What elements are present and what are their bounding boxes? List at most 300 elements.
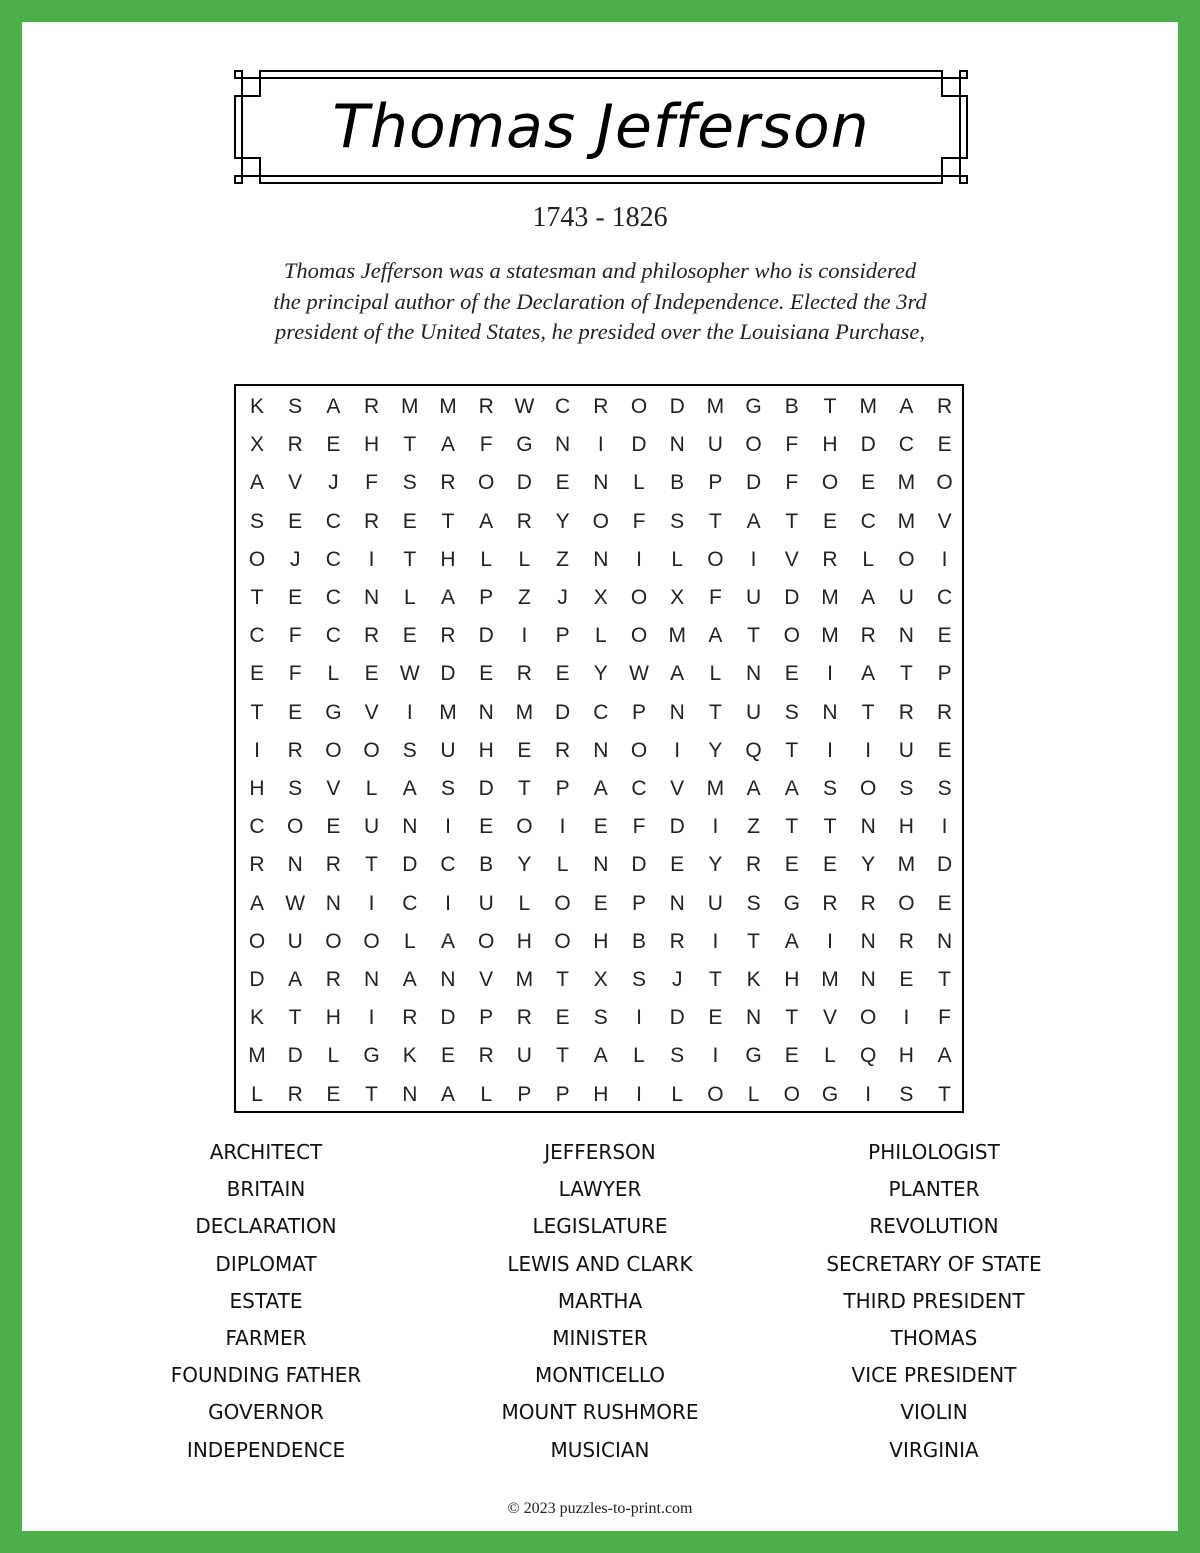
grid-letter: N — [860, 929, 876, 953]
grid-letter: E — [364, 662, 379, 686]
grid-letter: Y — [708, 853, 723, 877]
grid-letter: D — [669, 1006, 685, 1030]
word-list-item: SECRETARY OF STATE — [826, 1251, 1042, 1276]
grid-letter: E — [326, 433, 341, 457]
grid-letter: E — [326, 1082, 341, 1106]
grid-letter: A — [746, 777, 761, 800]
word-list-item: ESTATE — [229, 1288, 303, 1313]
grid-letter: O — [783, 624, 800, 648]
grid-letter: R — [669, 929, 685, 953]
grid-letter: I — [368, 547, 375, 571]
grid-letter: H — [364, 433, 380, 457]
grid-letter: L — [365, 777, 378, 800]
grid-letter: N — [669, 433, 685, 457]
grid-letter: T — [785, 1006, 799, 1030]
grid-letter: T — [823, 395, 837, 418]
grid-letter: D — [478, 777, 494, 800]
intro-line: the principal author of the Declaration of Independence. Elected the 3rd — [273, 288, 927, 314]
grid-letter: E — [517, 738, 532, 762]
grid-letter: R — [860, 624, 876, 648]
grid-letter: X — [593, 968, 608, 991]
grid-letter: V — [479, 968, 494, 991]
grid-letter: O — [248, 547, 266, 571]
grid-letter: O — [478, 929, 495, 953]
grid-letter: I — [559, 815, 566, 839]
grid-letter: R — [555, 738, 571, 762]
grid-letter: U — [746, 700, 762, 724]
grid-letter: R — [516, 662, 532, 686]
grid-letter: D — [249, 968, 265, 991]
grid-letter: A — [861, 586, 876, 609]
grid-letter: E — [937, 891, 952, 915]
grid-letter: D — [669, 815, 685, 839]
grid-letter: L — [518, 547, 531, 571]
grid-letter: E — [670, 853, 685, 877]
grid-letter: T — [441, 509, 455, 533]
grid-letter: N — [860, 815, 876, 839]
grid-letter: H — [784, 968, 800, 991]
grid-letter: L — [671, 547, 684, 571]
grid-letter: L — [671, 1082, 684, 1106]
grid-letter: R — [746, 853, 762, 877]
grid-letter: N — [822, 700, 838, 724]
grid-letter: T — [250, 700, 264, 724]
grid-letter: T — [785, 738, 799, 762]
grid-letter: P — [555, 624, 570, 648]
grid-letter: T — [785, 815, 799, 839]
grid-letter: A — [593, 777, 608, 800]
grid-letter: P — [937, 662, 952, 686]
grid-letter: R — [249, 853, 265, 877]
grid-letter: E — [326, 815, 341, 839]
grid-letter: M — [897, 471, 916, 495]
grid-letter: A — [899, 395, 914, 418]
grid-letter: S — [288, 395, 303, 418]
grid-letter: H — [249, 777, 265, 800]
grid-letter: R — [287, 433, 303, 457]
grid-letter: I — [445, 815, 451, 839]
word-list-item: JEFFERSON — [544, 1140, 656, 1164]
grid-letter: T — [938, 1082, 951, 1106]
word-list-item: MINISTER — [552, 1325, 648, 1350]
grid-letter: M — [248, 1044, 266, 1068]
grid-letter: A — [249, 891, 264, 915]
grid-letter: R — [364, 509, 380, 533]
word-list-item: INDEPENDENCE — [186, 1437, 346, 1462]
grid-letter: V — [937, 509, 952, 533]
grid-letter: N — [287, 853, 303, 877]
grid-letter: P — [631, 891, 646, 915]
grid-letter: T — [556, 1044, 569, 1068]
grid-letter: P — [555, 1082, 570, 1106]
grid-letter: R — [325, 968, 341, 991]
grid-letter: T — [708, 968, 722, 991]
grid-letter: T — [708, 509, 722, 533]
grid-letter: A — [440, 433, 455, 457]
grid-letter: D — [478, 624, 494, 648]
word-list-column-1 — [76, 1134, 456, 1469]
grid-letter: F — [288, 624, 302, 648]
grid-letter: H — [593, 929, 609, 953]
grid-letter: K — [746, 968, 761, 991]
grid-letter: B — [631, 929, 646, 953]
grid-letter: I — [712, 1044, 719, 1068]
grid-letter: M — [859, 395, 877, 418]
grid-letter: M — [821, 624, 839, 648]
grid-letter: A — [784, 777, 799, 800]
grid-letter: S — [631, 968, 646, 991]
puzzle-page — [22, 22, 1178, 1531]
grid-letter: O — [248, 929, 266, 953]
grid-letter: A — [440, 586, 455, 609]
grid-letter: I — [712, 815, 719, 839]
grid-letter: C — [325, 586, 341, 609]
grid-letter: O — [325, 738, 342, 762]
grid-letter: S — [784, 700, 799, 724]
grid-letter: O — [554, 891, 571, 915]
grid-letter: S — [899, 1082, 914, 1106]
word-list-item: MOUNT RUSHMORE — [501, 1400, 699, 1425]
grid-letter: A — [746, 509, 761, 533]
grid-letter: F — [785, 471, 799, 495]
grid-letter: L — [480, 547, 493, 571]
grid-letter: I — [941, 547, 948, 571]
grid-letter: E — [708, 1006, 723, 1030]
grid-letter: B — [784, 395, 799, 418]
grid-letter: A — [593, 1044, 608, 1068]
grid-letter: K — [249, 395, 264, 418]
grid-letter: V — [288, 471, 303, 495]
grid-letter: D — [860, 433, 876, 457]
grid-letter: E — [937, 433, 952, 457]
grid-letter: M — [668, 624, 686, 648]
grid-letter: J — [557, 586, 568, 609]
grid-letter: S — [402, 738, 417, 762]
grid-letter: E — [479, 815, 494, 839]
grid-letter: N — [325, 891, 341, 915]
word-list-item: VIOLIN — [900, 1400, 968, 1425]
grid-letter: C — [325, 509, 341, 533]
grid-letter: S — [402, 471, 417, 495]
grid-letter: G — [783, 891, 800, 915]
grid-letter: T — [747, 624, 760, 648]
grid-letter: O — [783, 1082, 800, 1106]
grid-letter: D — [631, 853, 647, 877]
grid-letter: T — [365, 853, 378, 877]
grid-letter: G — [745, 395, 762, 418]
grid-letter: I — [597, 433, 604, 457]
grid-letter: B — [670, 471, 685, 495]
word-list-item: GOVERNOR — [208, 1400, 324, 1425]
grid-letter: N — [593, 547, 609, 571]
grid-letter: D — [669, 395, 685, 418]
grid-letter: Q — [860, 1044, 877, 1068]
grid-letter: R — [593, 395, 609, 418]
grid-letter: R — [860, 891, 876, 915]
grid-letter: H — [593, 1082, 609, 1106]
grid-letter: K — [249, 1006, 264, 1030]
grid-letter: U — [707, 891, 723, 915]
grid-letter: L — [633, 471, 645, 495]
grid-letter: W — [514, 395, 535, 418]
grid-letter: A — [937, 1044, 952, 1068]
grid-letter: L — [403, 586, 416, 609]
grid-letter: V — [784, 547, 799, 571]
grid-letter: S — [746, 891, 761, 915]
grid-letter: B — [479, 853, 494, 877]
grid-letter: W — [399, 662, 420, 686]
grid-letter: A — [402, 968, 417, 991]
grid-letter: N — [669, 891, 685, 915]
grid-letter: R — [287, 738, 303, 762]
grid-letter: I — [865, 738, 872, 762]
word-list-column-2 — [410, 1134, 790, 1469]
grid-letter: D — [937, 853, 953, 877]
word-list-item: DIPLOMAT — [215, 1251, 317, 1276]
grid-letter: S — [593, 1006, 608, 1030]
grid-letter: O — [478, 471, 495, 495]
grid-letter: H — [325, 1006, 341, 1030]
grid-letter: O — [630, 624, 648, 648]
grid-letter: L — [327, 662, 340, 686]
grid-letter: L — [251, 1082, 263, 1106]
word-list-item: BRITAIN — [226, 1177, 306, 1202]
page-title: Thomas Jefferson — [332, 92, 870, 162]
copyright-footer: © 2023 puzzles-to-print.com — [507, 1500, 693, 1517]
grid-letter: I — [406, 700, 413, 724]
grid-letter: H — [440, 547, 456, 571]
grid-letter: Z — [517, 586, 531, 609]
grid-letter: N — [860, 968, 876, 991]
grid-letter: C — [249, 815, 265, 839]
grid-letter: O — [707, 1082, 724, 1106]
word-list-item: PLANTER — [888, 1177, 980, 1202]
grid-letter: Y — [517, 853, 532, 877]
grid-letter: A — [440, 929, 455, 953]
grid-letter: R — [822, 547, 838, 571]
life-years: 1743 - 1826 — [532, 202, 668, 233]
grid-letter: T — [899, 662, 913, 686]
grid-letter: C — [440, 853, 456, 877]
grid-letter: A — [249, 471, 264, 495]
grid-letter: E — [784, 1044, 799, 1068]
grid-letter: T — [403, 433, 417, 457]
grid-letter: C — [402, 891, 418, 915]
grid-letter: C — [325, 547, 341, 571]
word-list-item: DECLARATION — [195, 1214, 337, 1239]
grid-letter: R — [822, 891, 838, 915]
grid-letter: A — [479, 509, 494, 533]
grid-letter: Y — [861, 853, 876, 877]
grid-letter: T — [747, 929, 760, 953]
grid-letter: E — [555, 1006, 570, 1030]
grid-letter: T — [403, 547, 417, 571]
grid-letter: A — [402, 777, 417, 800]
grid-letter: P — [479, 1006, 494, 1030]
grid-letter: E — [784, 662, 799, 686]
grid-letter: U — [898, 586, 914, 609]
grid-letter: E — [784, 853, 799, 877]
grid-letter: Q — [745, 738, 762, 762]
grid-letter: T — [517, 777, 531, 800]
grid-letter: L — [556, 853, 569, 877]
grid-letter: R — [440, 471, 456, 495]
word-list-item: LAWYER — [558, 1177, 642, 1202]
grid-letter: S — [899, 777, 914, 800]
grid-letter: O — [630, 738, 648, 762]
word-list-item: LEGISLATURE — [532, 1214, 668, 1239]
grid-letter: M — [439, 700, 457, 724]
grid-letter: N — [593, 471, 609, 495]
grid-letter: I — [865, 1082, 872, 1106]
grid-letter: M — [706, 395, 725, 418]
grid-letter: A — [708, 624, 723, 648]
grid-letter: R — [440, 624, 456, 648]
word-list-item: THOMAS — [890, 1325, 978, 1350]
grid-letter: X — [670, 586, 685, 609]
grid-letter: P — [631, 700, 646, 724]
word-list-item: VICE PRESIDENT — [851, 1363, 1017, 1388]
grid-letter: L — [709, 662, 722, 686]
grid-letter: O — [363, 738, 380, 762]
grid-letter: O — [630, 395, 648, 418]
grid-letter: N — [746, 1006, 762, 1030]
grid-letter: H — [478, 738, 494, 762]
grid-letter: N — [364, 968, 380, 991]
grid-letter: R — [364, 395, 380, 418]
grid-letter: O — [630, 586, 648, 609]
grid-letter: V — [822, 1006, 837, 1030]
grid-letter: M — [439, 395, 457, 418]
grid-letter: C — [937, 586, 953, 609]
word-list-item: MUSICIAN — [550, 1437, 650, 1462]
grid-letter: Y — [555, 509, 570, 533]
grid-letter: O — [554, 929, 571, 953]
grid-letter: R — [898, 700, 914, 724]
grid-letter: P — [517, 1082, 532, 1106]
word-list-item: ARCHITECT — [209, 1140, 323, 1164]
grid-letter: I — [636, 547, 642, 571]
grid-letter: O — [936, 471, 953, 495]
grid-letter: U — [364, 815, 380, 839]
grid-letter: I — [368, 1006, 375, 1030]
grid-letter: I — [750, 547, 757, 571]
grid-letter: O — [287, 815, 304, 839]
grid-letter: F — [632, 815, 646, 839]
grid-letter: E — [440, 1044, 455, 1068]
grid-letter: T — [938, 968, 951, 991]
grid-letter: V — [670, 777, 685, 800]
grid-letter: J — [328, 471, 339, 495]
grid-letter: U — [478, 891, 494, 915]
grid-letter: N — [937, 929, 953, 953]
grid-letter: F — [365, 471, 378, 495]
grid-letter: R — [516, 509, 532, 533]
grid-letter: H — [516, 929, 532, 953]
grid-letter: F — [632, 509, 646, 533]
grid-letter: E — [288, 509, 303, 533]
grid-letter: S — [440, 777, 455, 800]
grid-letter: E — [593, 815, 608, 839]
word-list-item: MARTHA — [557, 1288, 643, 1313]
grid-letter: U — [898, 738, 914, 762]
grid-letter: I — [521, 624, 528, 648]
word-list-item: LEWIS AND CLARK — [507, 1251, 693, 1276]
grid-letter: N — [555, 433, 571, 457]
grid-letter: V — [326, 777, 341, 800]
grid-letter: T — [250, 586, 264, 609]
grid-letter: N — [364, 586, 380, 609]
grid-letter: A — [326, 395, 341, 418]
grid-letter: I — [941, 815, 948, 839]
grid-letter: D — [631, 433, 647, 457]
grid-letter: R — [516, 1006, 532, 1030]
grid-letter: E — [593, 891, 608, 915]
word-search-grid — [234, 384, 964, 1113]
grid-letter: L — [327, 1044, 340, 1068]
word-list-item: FOUNDING FATHER — [170, 1363, 362, 1388]
grid-letter: T — [785, 509, 799, 533]
grid-letter: E — [555, 471, 570, 495]
grid-letter: T — [861, 700, 875, 724]
grid-letter: N — [402, 815, 418, 839]
grid-letter: U — [516, 1044, 532, 1068]
grid-letter: S — [822, 777, 837, 800]
grid-letter: S — [937, 777, 952, 800]
grid-letter: D — [287, 1044, 303, 1068]
word-list-item: VIRGINIA — [889, 1437, 979, 1462]
grid-letter: N — [593, 738, 609, 762]
grid-letter: N — [440, 968, 456, 991]
grid-letter: C — [325, 624, 341, 648]
grid-letter: L — [480, 1082, 493, 1106]
grid-letter: P — [555, 777, 570, 800]
grid-letter: M — [401, 395, 419, 418]
grid-letter: E — [402, 624, 417, 648]
grid-letter: O — [860, 1006, 877, 1030]
grid-letter: E — [288, 586, 303, 609]
grid-letter: U — [287, 929, 303, 953]
grid-letter: I — [827, 929, 833, 953]
grid-letter: T — [823, 815, 837, 839]
grid-letter: D — [555, 700, 571, 724]
grid-letter: R — [364, 624, 380, 648]
grid-letter: L — [594, 624, 607, 648]
grid-letter: N — [746, 662, 762, 686]
grid-letter: D — [784, 586, 800, 609]
grid-letter: O — [363, 929, 380, 953]
grid-letter: S — [249, 509, 264, 533]
grid-letter: A — [288, 968, 303, 991]
grid-letter: M — [706, 777, 725, 800]
grid-letter: M — [515, 968, 534, 991]
grid-letter: R — [478, 395, 494, 418]
grid-letter: W — [285, 891, 306, 915]
grid-letter: Z — [556, 547, 569, 571]
grid-letter: I — [674, 738, 681, 762]
grid-letter: K — [402, 1044, 417, 1068]
grid-letter: G — [745, 1044, 762, 1068]
grid-letter: L — [518, 891, 531, 915]
grid-letter: A — [784, 929, 799, 953]
grid-letter: R — [402, 1006, 418, 1030]
grid-letter: I — [254, 738, 260, 762]
word-list-item: FARMER — [225, 1325, 307, 1350]
grid-letter: E — [937, 738, 952, 762]
grid-letter: T — [288, 1006, 302, 1030]
grid-letter: X — [593, 586, 608, 609]
grid-letter: O — [516, 815, 533, 839]
